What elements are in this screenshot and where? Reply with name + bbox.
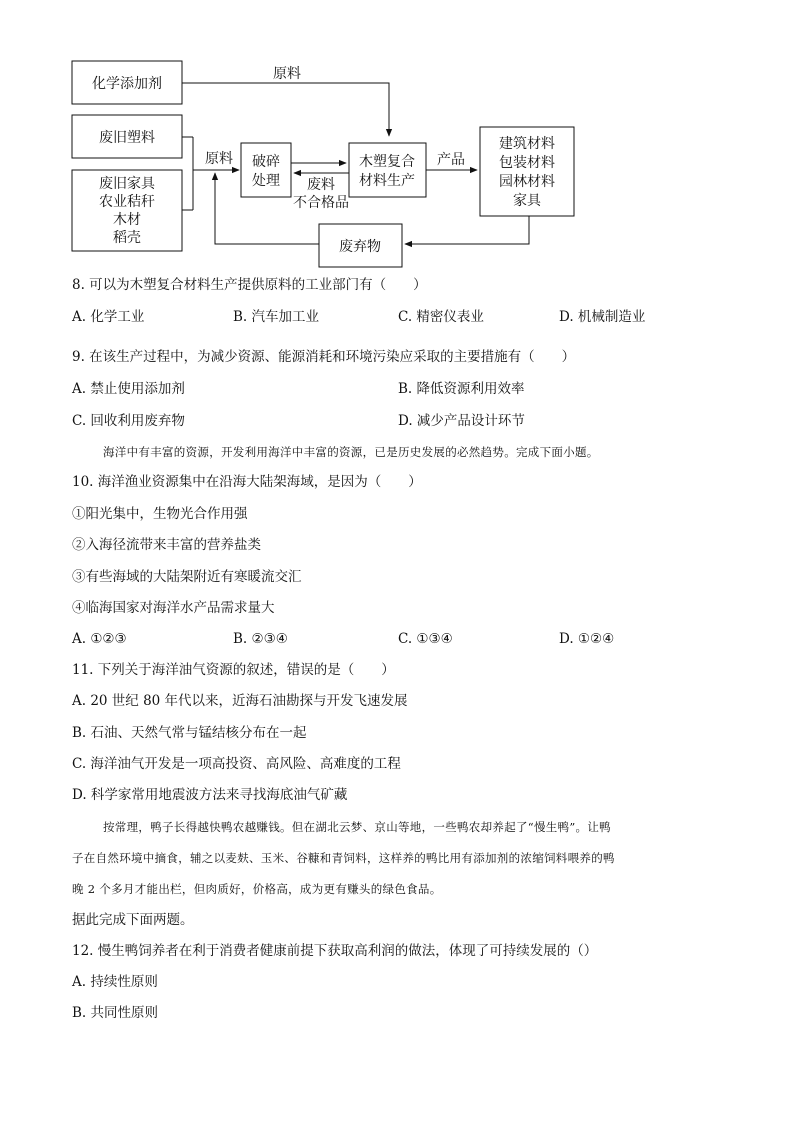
label-raw-left: 原料 <box>205 151 233 167</box>
question-11-stem: 11. 下列关于海洋油气资源的叙述，错误的是（ ） <box>72 662 395 678</box>
question-8-option-d[interactable]: D. 机械制造业 <box>559 309 646 325</box>
question-10-option-d[interactable]: D. ①②④ <box>559 631 615 647</box>
question-10-option-b[interactable]: B. ②③④ <box>233 631 288 647</box>
label-product: 产品 <box>437 152 465 168</box>
question-10-item-2: ②入海径流带来丰富的营养盐类 <box>72 537 261 553</box>
label-waste-plastic: 废旧塑料 <box>99 130 155 146</box>
label-reject: 不合格品 <box>293 195 349 211</box>
label-waste: 废弃物 <box>339 239 381 255</box>
question-12-option-a[interactable]: A. 持续性原则 <box>72 974 158 990</box>
label-rice-husk: 稻壳 <box>113 230 141 246</box>
question-9-option-a[interactable]: A. 禁止使用添加剂 <box>72 381 185 397</box>
question-8-option-a[interactable]: A. 化学工业 <box>72 309 145 325</box>
question-11-option-b[interactable]: B. 石油、天然气常与锰结核分布在一起 <box>72 725 307 741</box>
question-12-stem: 12. 慢生鸭饲养者在利于消费者健康前提下获取高利润的做法，体现了可持续发展的（） <box>72 943 598 959</box>
passage-duck-line-3: 晚 2 个多月才能出栏，但肉质好，价格高，成为更有赚头的绿色食品。 <box>72 882 442 896</box>
question-10-item-1: ①阳光集中，生物光合作用强 <box>72 506 248 522</box>
process-flow-diagram <box>0 0 794 270</box>
question-11-option-d[interactable]: D. 科学家常用地震波方法来寻找海底油气矿藏 <box>72 787 348 803</box>
question-10-stem: 10. 海洋渔业资源集中在沿海大陆架海域，是因为（ ） <box>72 474 422 490</box>
label-product-garden: 园林材料 <box>499 174 555 190</box>
question-8-option-c[interactable]: C. 精密仪表业 <box>398 309 484 325</box>
question-8-option-b[interactable]: B. 汽车加工业 <box>233 309 320 325</box>
question-8-stem: 8. 可以为木塑复合材料生产提供原料的工业部门有（ ） <box>72 277 427 293</box>
question-10-option-a[interactable]: A. ①②③ <box>72 631 127 647</box>
label-scrap: 废料 <box>307 177 335 193</box>
label-straw: 农业秸秆 <box>99 194 155 210</box>
question-11-option-c[interactable]: C. 海洋油气开发是一项高投资、高风险、高难度的工程 <box>72 756 401 772</box>
arrow-products-to-waste <box>405 216 529 244</box>
question-9-option-b[interactable]: B. 降低资源利用效率 <box>398 381 525 397</box>
question-9-option-c[interactable]: C. 回收利用废弃物 <box>72 413 185 429</box>
label-wood: 木材 <box>113 212 141 228</box>
question-10-item-4: ④临海国家对海洋水产品需求量大 <box>72 600 275 616</box>
label-raw-top: 原料 <box>273 66 301 82</box>
label-product-packaging: 包装材料 <box>499 155 555 171</box>
passage-duck-line-1: 按常理，鸭子长得越快鸭农越赚钱。但在湖北云梦、京山等地，一些鸭农却养起了“慢生鸭”。让鸭 <box>103 820 611 834</box>
question-10-option-c[interactable]: C. ①③④ <box>398 631 453 647</box>
label-product-building: 建筑材料 <box>499 136 555 152</box>
label-waste-furniture: 废旧家具 <box>99 176 155 192</box>
question-11-option-a[interactable]: A. 20 世纪 80 年代以来，近海石油勘探与开发飞速发展 <box>72 693 408 709</box>
question-10-item-3: ③有些海域的大陆架附近有寒暖流交汇 <box>72 569 302 585</box>
label-wpc-1: 木塑复合 <box>359 154 415 170</box>
label-chemical-additive: 化学添加剂 <box>92 76 162 92</box>
passage-duck-line-2: 子在自然环境中摘食，辅之以麦麸、玉米、谷糠和青饲料，这样养的鸭比用有添加剂的浓缩饲料喂养的鸭 <box>72 851 615 865</box>
question-9-stem: 9. 在该生产过程中，为减少资源、能源消耗和环境污染应采取的主要措施有（ ） <box>72 349 576 365</box>
label-wpc-2: 材料生产 <box>359 173 415 189</box>
arrow-additive-to-wpc <box>182 83 389 136</box>
instruction-text: 据此完成下面两题。 <box>72 912 194 928</box>
passage-ocean-resources: 海洋中有丰富的资源，开发利用海洋中丰富的资源，已是历史发展的必然趋势。完成下面小题。 <box>103 445 599 459</box>
label-crush-2: 处理 <box>252 173 280 189</box>
question-9-option-d[interactable]: D. 减少产品设计环节 <box>398 413 525 429</box>
question-12-option-b[interactable]: B. 共同性原则 <box>72 1005 159 1021</box>
label-product-furniture: 家具 <box>513 193 541 209</box>
label-crush-1: 破碎 <box>252 154 280 170</box>
